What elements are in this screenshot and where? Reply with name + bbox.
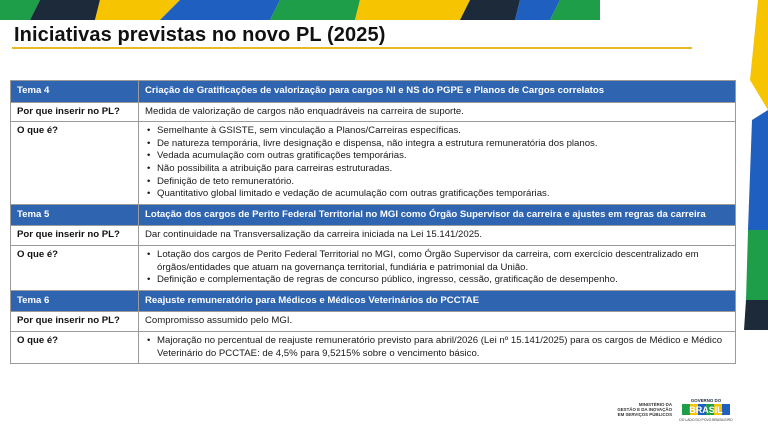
- initiatives-table: [10, 80, 736, 364]
- list-item: • Lotação dos cargos de Perito Federal Territorial no MGI, como Órgão Supervisor da carreira, com exercício descentralizado em órgãos/entidades que atuam na governança territorial, fundiária e patrimonial da União.: [145, 249, 729, 274]
- row-content: Dar continuidade na Transversalização da carreira iniciada na Lei 15.141/2025.: [139, 226, 736, 246]
- bullet-list: [145, 335, 729, 360]
- deco-right-yellow: [750, 0, 768, 110]
- ministry-name: MINISTÉRIO DA GESTÃO E DA INOVAÇÃO EM SERVIÇOS PÚBLICOS: [617, 402, 672, 417]
- row-label: Por que inserir no PL?: [11, 226, 139, 246]
- bullet-list: [145, 249, 729, 287]
- list-item: • Quantitativo global limitado e vedação de acumulação com outras gratificações temporárias.: [145, 188, 729, 201]
- deco-yellow-shape-2: [355, 0, 470, 20]
- deco-right-blue: [748, 110, 768, 230]
- table-header-row: [11, 290, 736, 312]
- row-label: Por que inserir no PL?: [11, 312, 139, 332]
- bullet-list: [145, 125, 729, 201]
- table-row: [11, 102, 736, 122]
- table-header-row: [11, 204, 736, 226]
- deco-right-green: [746, 230, 768, 300]
- tema-title: Criação de Gratificações de valorização para cargos NI e NS do PGPE e Planos de Cargos correlatos: [139, 81, 736, 103]
- list-item: • Definição e complementação de regras de concurso público, ingresso, cessão, gratificação de desempenho.: [145, 274, 729, 287]
- list-item: • Definição de teto remuneratório.: [145, 176, 729, 189]
- brand-text: BRASIL: [689, 405, 723, 415]
- deco-dark-shape: [30, 0, 100, 20]
- tema-title: Lotação dos cargos de Perito Federal Territorial no MGI como Órgão Supervisor da carreira e ajustes em regras da carreira: [139, 204, 736, 226]
- tema-title: Reajuste remuneratório para Médicos e Médicos Veterinários do PCCTAE: [139, 290, 736, 312]
- deco-blue-shape: [160, 0, 280, 20]
- row-content: Medida de valorização de cargos não enquadráveis na carreira de suporte.: [139, 102, 736, 122]
- table-row: [11, 245, 736, 290]
- list-item: • Semelhante à GSISTE, sem vinculação a Planos/Carreiras específicas.: [145, 125, 729, 138]
- row-content: Compromisso assumido pelo MGI.: [139, 312, 736, 332]
- row-label: O que é?: [11, 122, 139, 205]
- list-item: • Majoração no percentual de reajuste remuneratório previsto para abril/2026 (Lei nº 15.141/2025) para os cargos de Médico e Médico Veterinário do PCCTAE: de 4,5% para 9,5215% sobre o vencimento básico.: [145, 335, 729, 360]
- gov-line-text: GOVERNO DO: [690, 398, 722, 403]
- row-label: Por que inserir no PL?: [11, 102, 139, 122]
- list-item: • De natureza temporária, livre designação e dispensa, não integra a estrutura remuneratória dos planos.: [145, 138, 729, 151]
- table-row: [11, 331, 736, 363]
- table-row: [11, 226, 736, 246]
- table-header-row: [11, 81, 736, 103]
- row-label: O que é?: [11, 331, 139, 363]
- page-title: Iniciativas previstas no novo PL (2025): [14, 24, 386, 46]
- row-content: [139, 331, 736, 363]
- list-item: • Vedada acumulação com outras gratificações temporárias.: [145, 150, 729, 163]
- tema-label: Tema 6: [11, 290, 139, 312]
- row-label: O que é?: [11, 245, 139, 290]
- deco-right-dark: [744, 300, 768, 330]
- tagline-text: DO LADO DO POVO BRASILEIRO: [679, 418, 733, 422]
- deco-dark-shape-2: [460, 0, 520, 20]
- footer-logos: [594, 397, 734, 423]
- governo-brasil-logo: [678, 397, 734, 423]
- tema-label: Tema 5: [11, 204, 139, 226]
- table-row: [11, 122, 736, 205]
- list-item: • Não possibilita a atribuição para carreiras estruturadas.: [145, 163, 729, 176]
- row-content: [139, 245, 736, 290]
- row-content: [139, 122, 736, 205]
- table-row: [11, 312, 736, 332]
- title-underline: [12, 47, 692, 49]
- tema-label: Tema 4: [11, 81, 139, 103]
- top-decorative-band: [0, 0, 768, 20]
- deco-green-shape-2: [270, 0, 360, 20]
